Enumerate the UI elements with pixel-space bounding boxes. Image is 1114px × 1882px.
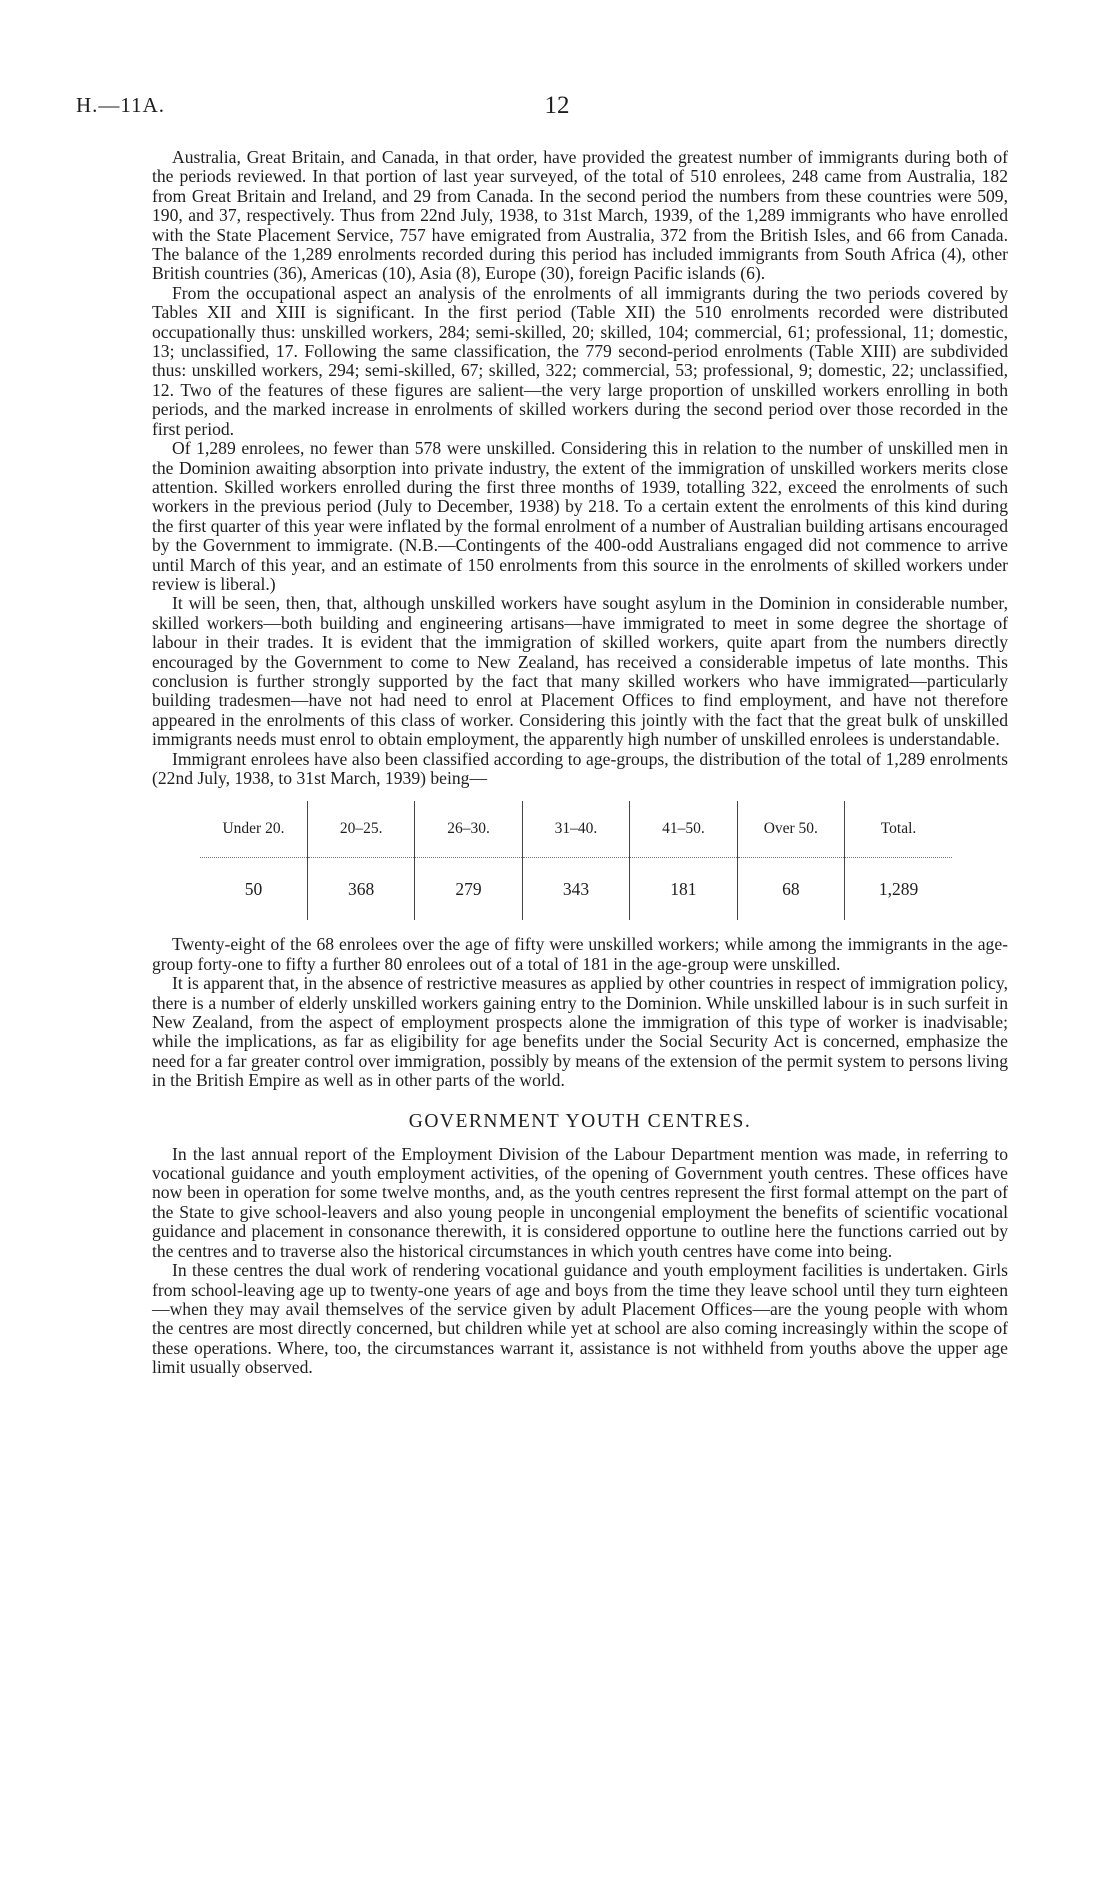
column-header: 26–30. [415, 801, 522, 858]
column-header: Total. [845, 801, 952, 858]
report-code: H.—11A. [76, 93, 166, 117]
column-header: Over 50. [737, 801, 844, 858]
page-body [152, 148, 1008, 1378]
paragraph: Australia, Great Britain, and Canada, in that order, have provided the greatest number of immigrants during both of the periods reviewed. In that portion of last year surveyed, of the total of 510 enrolees, 248 came from Australia, 182 from Great Britain and Ireland, and 29 from Canada. In the second period the numbers from these countries were 509, 190, and 37, respectively. Thus from 22nd July, 1938, to 31st March, 1939, of the 1,289 immigrants who have enrolled with the State Placement Service, 757 have emigrated from Australia, 372 from the British Isles, and 66 from Canada. The balance of the 1,289 enrolments recorded during this period has included immigrants from South Africa (4), other British countries (36), Americas (10), Asia (8), Europe (30), foreign Pacific islands (6). [152, 147, 1008, 284]
paragraph: In these centres the dual work of rendering vocational guidance and youth employment facilities is undertaken. Girls from school-leaving age up to twenty-one years of age and boys from the time they leave school until they turn eighteen—when they may avail themselves of the service given by adult Placement Offices—are the young people with whom the centres are most directly concerned, but children while yet at school are also coming increasingly within the scope of these operations. Where, too, the circumstances warrant it, assistance is not withheld from youths above the upper age limit usually observed. [152, 1260, 1008, 1378]
section-heading: GOVERNMENT YOUTH CENTRES. [408, 1110, 752, 1132]
table-cell: 50 [244, 878, 263, 899]
paragraph: It is apparent that, in the absence of restrictive measures as applied by other countries in respect of immigration policy, there is a number of elderly unskilled workers gaining entry to the Dominion. While unskilled labour is in such surfeit in New Zealand, from the aspect of employment prospects alone the immigration of this type of worker is inadvisable; while the implications, as far as eligibility for age benefits under the Social Security Act is concerned, emphasize the need for a far greater control over immigration, possibly by means of the extension of the permit system to persons living in the British Empire as well as in other parts of the world. [152, 973, 1008, 1091]
paragraph: Twenty-eight of the 68 enrolees over the age of fifty were unskilled workers; while among the immigrants in the age-group forty-one to fifty a further 80 enrolees out of a total of 181 in the age-group were unskilled. [152, 934, 1008, 974]
table-cell: 343 [522, 858, 629, 921]
table-cell: 181 [630, 858, 737, 921]
table-header-row [200, 801, 952, 858]
column-header: 31–40. [522, 801, 629, 858]
table-row [200, 858, 952, 921]
column-header: 41–50. [630, 801, 737, 858]
page-number: 12 [544, 92, 570, 119]
paragraph: In the last annual report of the Employment Division of the Labour Department mention was made, in referring to vocational guidance and youth employment activities, of the opening of Government youth centres. These offices have now been in operation for some twelve months, and, as the youth centres represent the first formal attempt on the part of the State to give school-leavers and also young people in uncongenial employment the benefits of scientific vocational guidance and placement in consonance therewith, it is considered opportune to outline here the functions carried out by the centres and to traverse also the historical circumstances in which youth centres have come into being. [152, 1143, 1008, 1261]
paragraph: Immigrant enrolees have also been classified according to age-groups, the distribution of the total of 1,289 enrolments (22nd July, 1938, to 31st March, 1939) being— [152, 748, 1008, 788]
paragraph: From the occupational aspect an analysis of the enrolments of all immigrants during the two periods covered by Tables XII and XIII is significant. In the first period (Table XII) the 510 enrolments recorded were distributed occupationally thus: unskilled workers, 284; semi-skilled, 20; skilled, 104; commercial, 61; professional, 11; domestic, 13; unclassified, 17. Following the same classification, the 779 second-period enrolments (Table XIII) are subdivided thus: unskilled workers, 294; semi-skilled, 67; skilled, 322; commercial, 53; professional, 9; domestic, 22; unclassified, 12. Two of the features of these figures are salient—the very large proportion of unskilled workers enrolling in both periods, and the marked increase in enrolments of skilled workers during the second period over those recorded in the first period. [152, 282, 1008, 439]
paragraph: It will be seen, then, that, although unskilled workers have sought asylum in the Dominion in considerable number, skilled workers—both building and engineering artisans—have immigrated to meet in some degree the shortage of labour in their trades. It is evident that the immigration of skilled workers, quite apart from the numbers directly encouraged by the Government to come to New Zealand, has received a considerable impetus of late months. This conclusion is further strongly supported by the fact that many skilled workers who have immigrated—particularly building tradesmen—have not had need to enrol at Placement Offices to find employment, and have not therefore appeared in the enrolments of this class of worker. Considering this jointly with the fact that the great bulk of unskilled immigrants needs must enrol to obtain employment, the apparently high number of unskilled enrolees is understandable. [152, 593, 1008, 750]
paragraph: Of 1,289 enrolees, no fewer than 578 were unskilled. Considering this in relation to the number of unskilled men in the Dominion awaiting absorption into private industry, the extent of the immigration of unskilled workers merits close attention. Skilled workers enrolled during the first three months of 1939, totalling 322, exceed the enrolments of such workers in the previous period (July to December, 1938) by 218. To a certain extent the enrolments of this kind during the first quarter of this year were inflated by the formal enrolment of a number of Australian building artisans encouraged by the Government to immigrate. (N.B.—Contingents of the 400-odd Australians engaged did not commence to arrive until March of this year, and an estimate of 150 enrolments from this source in the enrolments of skilled workers under review is liberal.) [152, 438, 1008, 594]
age-group-table [200, 801, 952, 920]
column-header: 20–25. [307, 801, 414, 858]
column-header: Under 20. [200, 801, 307, 858]
table-cell: 1,289 [845, 858, 952, 921]
table-cell: 68 [737, 858, 844, 921]
age-group-table-wrapper [152, 801, 1008, 925]
table-cell: 368 [307, 858, 414, 921]
table-cell: 279 [415, 858, 522, 921]
